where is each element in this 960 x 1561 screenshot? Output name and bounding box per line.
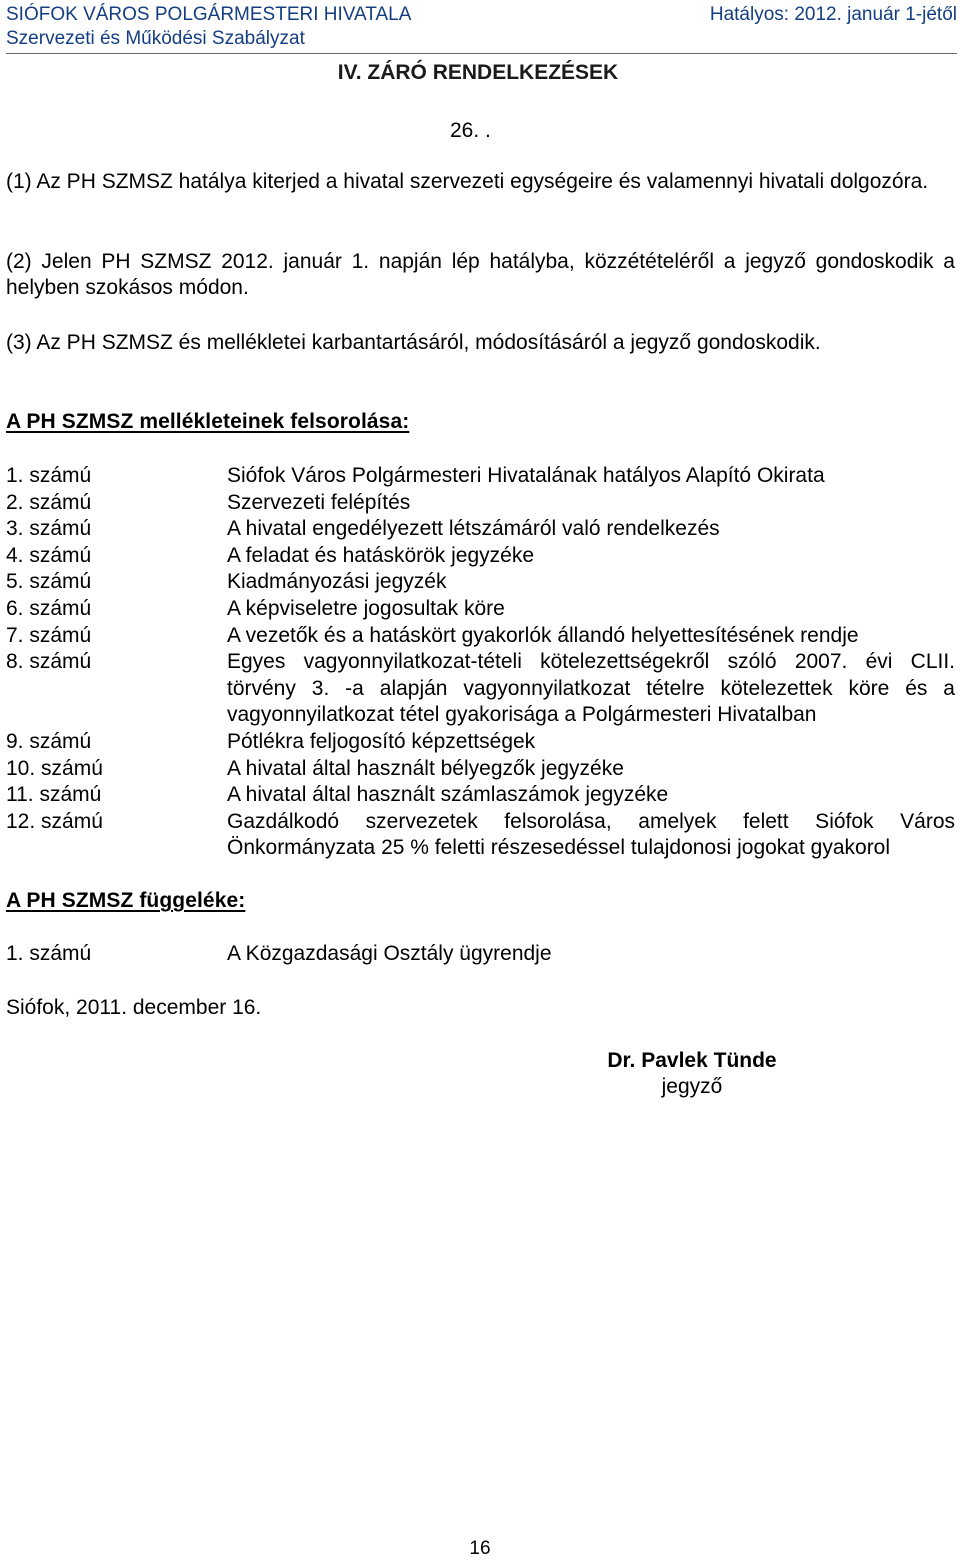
signature-block	[592, 1048, 792, 1100]
annex-number: 9. számú	[6, 729, 92, 753]
header-organization: SIÓFOK VÁROS POLGÁRMESTERI HIVATALA	[6, 4, 412, 25]
annex-list	[6, 463, 955, 862]
annex-number: 8. számú	[6, 650, 92, 674]
annex-title: Kiadmányozási jegyzék	[227, 570, 447, 594]
annex-list-heading: A PH SZMSZ mellékleteinek felsorolása:	[6, 410, 410, 433]
annex-title: Siófok Város Polgármesteri Hivatalának hatályos Alapító Okirata	[227, 464, 825, 487]
list-item	[6, 649, 955, 729]
paragraph-2: (2) Jelen PH SZMSZ 2012. január 1. napján lép hatályba, közzétételéről a jegyző gondoskodik a helyben szokásos módon.	[6, 250, 955, 299]
list-item	[6, 756, 955, 783]
appendix-title: A Közgazdasági Osztály ügyrendje	[227, 942, 552, 965]
annex-title: A hivatal által használt bélyegzők jegyzéke	[227, 756, 624, 780]
annex-title: Pótlékra feljogosító képzettségek	[227, 729, 536, 753]
signatory-name: Dr. Pavlek Tünde	[607, 1049, 777, 1072]
annex-title: A vezetők és a hatáskört gyakorlók állandó helyettesítésének rendje	[227, 623, 859, 647]
annex-number: 7. számú	[6, 623, 92, 647]
list-item	[6, 543, 955, 570]
list-item	[6, 809, 955, 862]
place-and-date: Siófok, 2011. december 16.	[6, 996, 262, 1019]
annex-number: 1. számú	[6, 464, 92, 487]
chapter-title	[0, 61, 960, 85]
annex-number: 4. számú	[6, 543, 92, 567]
list-item	[6, 569, 955, 596]
annex-title: A hivatal engedélyezett létszámáról való rendelkezés	[227, 517, 720, 541]
section-number: 26. .	[450, 119, 491, 142]
annex-title: Egyes vagyonnyilatkozat-tételi kötelezettségekről szóló 2007. évi CLII. törvény 3. -a alapján vagyonnyilatkozat tételre kötelezettek köre és a vagyonnyilatkozat tétel gyakorisága a Polgármesteri Hivatalban	[227, 650, 955, 727]
header-effective-date: Hatályos: 2012. január 1-jétől	[709, 4, 957, 25]
annex-title: Gazdálkodó szervezetek felsorolása, amelyek felett Siófok Város Önkormányzata 25 % feletti részesedéssel tulajdonosi jogokat gyakorol	[227, 809, 955, 860]
appendix-item	[6, 942, 955, 966]
header-divider	[6, 53, 957, 54]
page-number: 16	[469, 1538, 491, 1559]
paragraph-1: (1) Az PH SZMSZ hatálya kiterjed a hivatal szervezeti egységeire és valamennyi hivatali dolgozóra.	[6, 170, 929, 193]
annex-number: 2. számú	[6, 490, 92, 514]
annex-title: A hivatal által használt számlaszámok jegyzéke	[227, 783, 669, 807]
annex-number: 11. számú	[6, 783, 102, 807]
list-item	[6, 623, 955, 650]
appendix-number: 1. számú	[6, 942, 92, 965]
annex-number: 12. számú	[6, 809, 103, 833]
appendix-heading: A PH SZMSZ függeléke:	[6, 889, 246, 912]
signatory-role: jegyző	[661, 1075, 723, 1098]
annex-number: 6. számú	[6, 596, 92, 620]
annex-number: 10. számú	[6, 756, 103, 780]
annex-number: 3. számú	[6, 517, 92, 541]
list-item	[6, 729, 955, 756]
header-document-title: Szervezeti és Működési Szabályzat	[6, 28, 305, 49]
annex-title: A feladat és hatáskörök jegyzéke	[227, 543, 535, 567]
list-item	[6, 463, 955, 490]
annex-number: 5. számú	[6, 570, 92, 594]
list-item	[6, 490, 955, 517]
annex-title: A képviseletre jogosultak köre	[227, 596, 505, 620]
chapter-title-text: IV. ZÁRÓ RENDELKEZÉSEK	[337, 61, 619, 84]
running-header	[6, 3, 957, 51]
list-item	[6, 782, 955, 809]
annex-title: Szervezeti felépítés	[227, 490, 411, 514]
paragraph-3: (3) Az PH SZMSZ és mellékletei karbantartásáról, módosításáról a jegyző gondoskodik.	[6, 331, 821, 354]
list-item	[6, 596, 955, 623]
list-item	[6, 516, 955, 543]
